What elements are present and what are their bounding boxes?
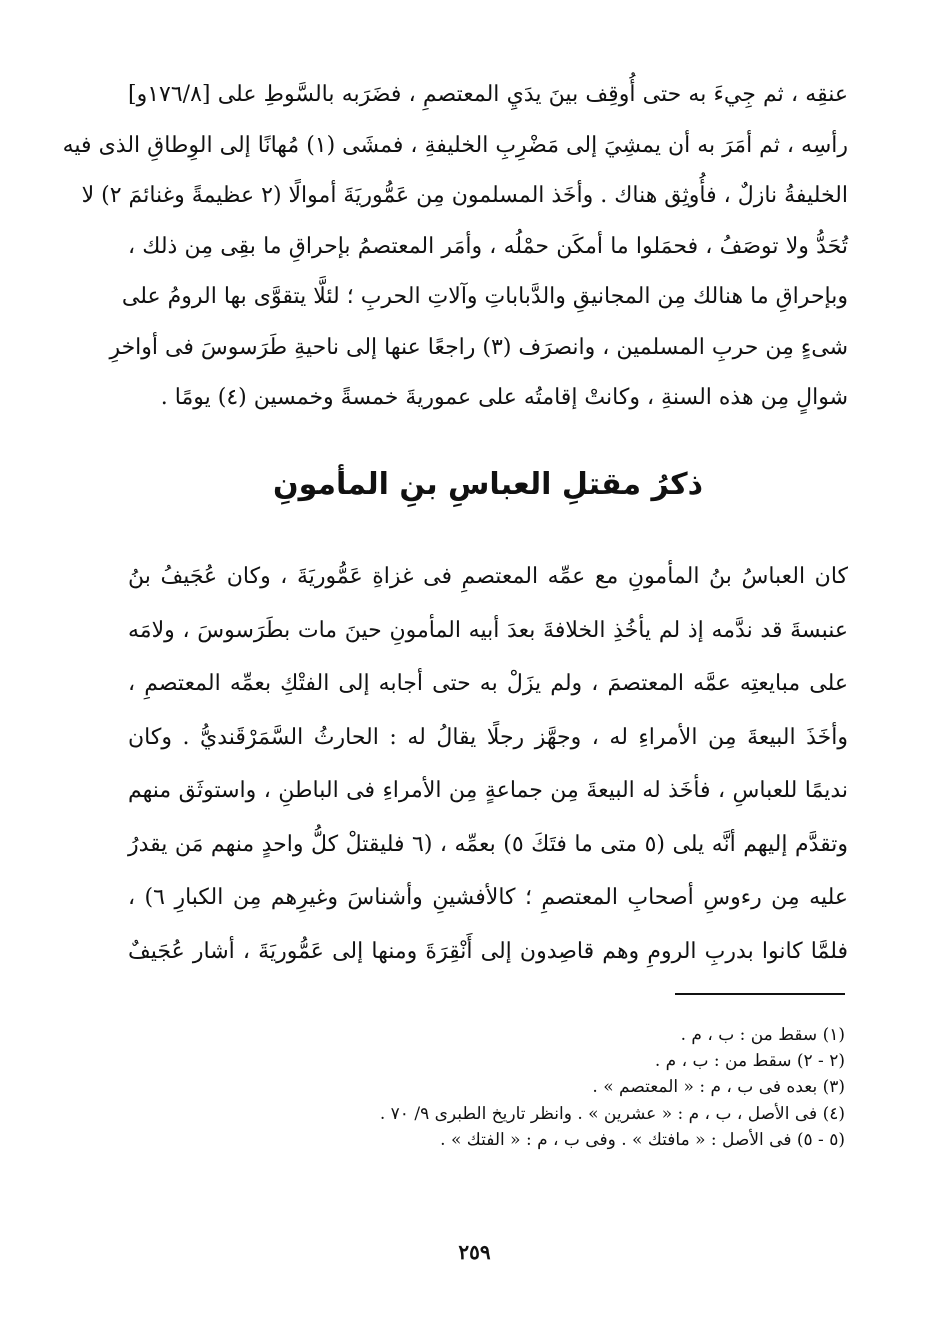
footnote: (٤) فى الأصل ، ب ، م : « عشرين » . وانظر تاريخ الطبرى ٩/ ٧٠ . xyxy=(379,1103,845,1124)
text-line: الخليفةُ نازلٌ ، فأُوثِق هناك . وأخَذ المسلمون مِن عَمُّوريَةَ أموالًا (٢ عظيمةً وغنائمَ ٢) لا xyxy=(81,183,848,208)
footnote: (٣) بعده فى ب ، م : « المعتصم » . xyxy=(592,1077,845,1098)
section-heading: ذكرُ مقتلِ العباسِ بنِ المأمونِ xyxy=(272,467,704,502)
text-line: تُحَدُّ ولا توصَفُ ، فحمَلوا ما أمكَن حمْلُه ، وأمَر المعتصمُ بإحراقِ ما بقِى مِن ذلك ، xyxy=(128,233,848,259)
text-line: وبإحراقِ ما هنالك مِن المجانيقِ والدَّباباتِ وآلاتِ الحربِ ؛ لئلَّا يتقوَّى بها الرومُ على xyxy=(121,284,848,309)
footnotes xyxy=(128,1022,845,1153)
text-line: وتقدَّم إليهم أنَّه يلى (٥ متى ما فتَكَ ٥) بعمِّه ، (٦ فليقتلْ كلُّ واحدٍ منهم مَن يقدرُ xyxy=(128,831,848,857)
body-text-second xyxy=(128,550,848,978)
body-text-top xyxy=(62,70,848,424)
text-line: رأسِه ، ثم أمَرَ به أن يمشِيَ إلى مَضْرِبِ الخليفةِ ، فمشَى (١) مُهانًا إلى الوِطاقِ الذى فيه xyxy=(62,132,848,158)
text-line: نديمًا للعباسِ ، فأخَذ له البيعةَ مِن جماعةٍ مِن الأمراءِ فى الباطنِ ، واستوثَق منهم xyxy=(128,778,848,803)
footnote: (٢ - ٢) سقط من : ب ، م . xyxy=(654,1051,845,1072)
footnote: (١) سقط من : ب ، م . xyxy=(680,1025,845,1045)
footnote: (٥ - ٥) فى الأصل : « مافتك » . وفى ب ، م : « الفتك » . xyxy=(440,1129,845,1150)
text-line: عنبسةَ قد ندَّمه إذ لم يأخُذِ الخلافةَ بعدَ أبيه المأمونِ حينَ مات بطَرَسوسَ ، ولامَه xyxy=(128,617,848,643)
page-number: ٢٥٩ xyxy=(458,1240,491,1264)
text-line: وأخَذَ البيعةَ مِن الأمراءِ له ، وجهَّز رجلًا يقالُ له : الحارثُ السَّمَرْقَنديُّ . وكان xyxy=(128,724,848,750)
text-line: شوالٍ مِن هذه السنةِ ، وكانتْ إقامتُه على عموريةَ خمسةً وخمسين (٤) يومًا . xyxy=(160,385,848,410)
text-line: شىءٍ مِن حربِ المسلمين ، وانصرَف (٣) راجعًا عنها إلى ناحيةِ طَرَسوسَ فى أواخرِ xyxy=(109,334,848,360)
text-line: عليه مِن رءوسِ أصحابِ المعتصمِ ؛ كالأفشينِ وأشناسَ وغيرِهم مِن الكبارِ ٦) ، xyxy=(128,885,848,910)
text-line: عنقِه ، ثم جِيءَ به حتى أُوقِف بينَ يدَيِ المعتصمِ ، فضَرَبه بالسَّوطِ على [١٧٦/٨و] xyxy=(128,82,848,107)
text-line: كان العباسُ بنُ المأمونِ مع عمِّه المعتصمِ فى غزاةِ عَمُّوريَةَ ، وكان عُجَيفُ بنُ xyxy=(128,564,848,589)
text-line: على مبايعتِه عمَّه المعتصمَ ، ولم يزَلْ به حتى أجابه إلى الفتْكِ بعمِّه المعتصمِ ، xyxy=(128,671,848,696)
text-line: فلمَّا كانوا بدربِ الرومِ وهم قاصِدون إلى أَنْقِرَةَ ومنها إلى عَمُّوريَةَ ، أشار عُجَيفٌ xyxy=(128,938,848,964)
footnote-divider xyxy=(675,993,845,995)
